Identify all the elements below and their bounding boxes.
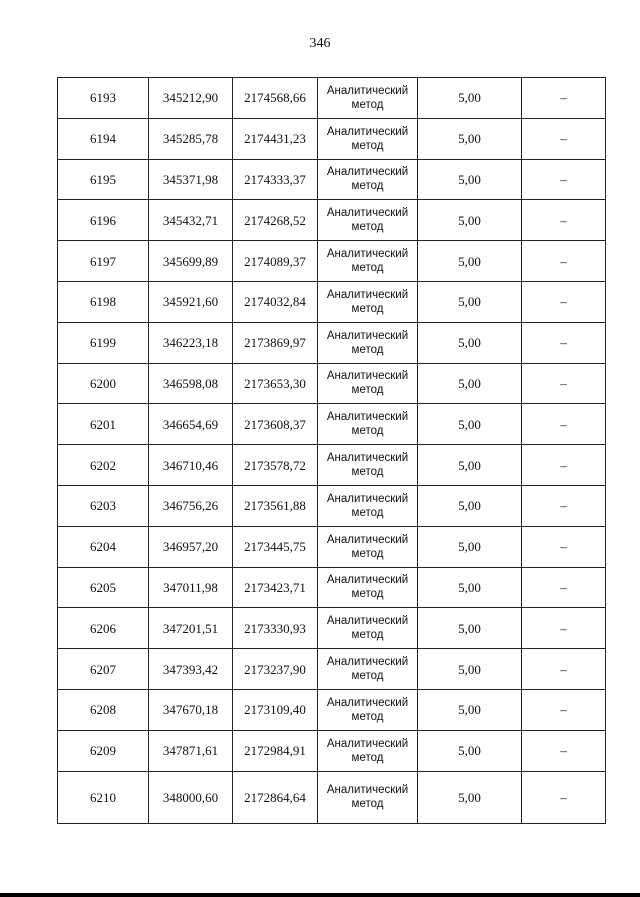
accuracy-cell: 5,00 <box>418 689 522 730</box>
y-coordinate-cell: 2173608,37 <box>233 404 318 445</box>
description-cell: – <box>522 567 606 608</box>
accuracy-cell: 5,00 <box>418 281 522 322</box>
y-coordinate-cell: 2173109,40 <box>233 689 318 730</box>
accuracy-cell: 5,00 <box>418 241 522 282</box>
x-coordinate-cell: 347670,18 <box>149 689 233 730</box>
description-cell: – <box>522 363 606 404</box>
description-cell: – <box>522 526 606 567</box>
method-cell: Аналитический метод <box>318 363 418 404</box>
point-number-cell: 6202 <box>58 445 149 486</box>
x-coordinate-cell: 346223,18 <box>149 322 233 363</box>
table-row <box>58 281 606 322</box>
y-coordinate-cell: 2173237,90 <box>233 649 318 690</box>
table-row <box>58 118 606 159</box>
accuracy-cell: 5,00 <box>418 322 522 363</box>
description-cell: – <box>522 78 606 119</box>
x-coordinate-cell: 346710,46 <box>149 445 233 486</box>
accuracy-cell: 5,00 <box>418 567 522 608</box>
x-coordinate-cell: 345432,71 <box>149 200 233 241</box>
x-coordinate-cell: 346957,20 <box>149 526 233 567</box>
table-row <box>58 485 606 526</box>
table-body <box>58 78 606 824</box>
table-row <box>58 608 606 649</box>
method-cell: Аналитический метод <box>318 730 418 771</box>
method-cell: Аналитический метод <box>318 78 418 119</box>
table-row <box>58 526 606 567</box>
point-number-cell: 6210 <box>58 771 149 823</box>
accuracy-cell: 5,00 <box>418 445 522 486</box>
accuracy-cell: 5,00 <box>418 118 522 159</box>
method-cell: Аналитический метод <box>318 649 418 690</box>
table-row <box>58 649 606 690</box>
y-coordinate-cell: 2172984,91 <box>233 730 318 771</box>
method-cell: Аналитический метод <box>318 322 418 363</box>
table-row <box>58 445 606 486</box>
point-number-cell: 6203 <box>58 485 149 526</box>
method-cell: Аналитический метод <box>318 445 418 486</box>
method-cell: Аналитический метод <box>318 281 418 322</box>
accuracy-cell: 5,00 <box>418 363 522 404</box>
accuracy-cell: 5,00 <box>418 78 522 119</box>
y-coordinate-cell: 2173330,93 <box>233 608 318 649</box>
scan-edge <box>0 893 640 897</box>
description-cell: – <box>522 200 606 241</box>
accuracy-cell: 5,00 <box>418 771 522 823</box>
point-number-cell: 6197 <box>58 241 149 282</box>
description-cell: – <box>522 649 606 690</box>
x-coordinate-cell: 347011,98 <box>149 567 233 608</box>
description-cell: – <box>522 608 606 649</box>
point-number-cell: 6196 <box>58 200 149 241</box>
point-number-cell: 6209 <box>58 730 149 771</box>
description-cell: – <box>522 322 606 363</box>
method-cell: Аналитический метод <box>318 118 418 159</box>
table-row <box>58 404 606 445</box>
y-coordinate-cell: 2173445,75 <box>233 526 318 567</box>
x-coordinate-cell: 347871,61 <box>149 730 233 771</box>
x-coordinate-cell: 345371,98 <box>149 159 233 200</box>
table-row <box>58 241 606 282</box>
x-coordinate-cell: 345212,90 <box>149 78 233 119</box>
method-cell: Аналитический метод <box>318 689 418 730</box>
method-cell: Аналитический метод <box>318 567 418 608</box>
method-cell: Аналитический метод <box>318 241 418 282</box>
point-number-cell: 6207 <box>58 649 149 690</box>
y-coordinate-cell: 2173561,88 <box>233 485 318 526</box>
description-cell: – <box>522 159 606 200</box>
table-row <box>58 771 606 823</box>
y-coordinate-cell: 2174032,84 <box>233 281 318 322</box>
point-number-cell: 6208 <box>58 689 149 730</box>
x-coordinate-cell: 345699,89 <box>149 241 233 282</box>
y-coordinate-cell: 2174089,37 <box>233 241 318 282</box>
point-number-cell: 6205 <box>58 567 149 608</box>
method-cell: Аналитический метод <box>318 404 418 445</box>
accuracy-cell: 5,00 <box>418 404 522 445</box>
method-cell: Аналитический метод <box>318 200 418 241</box>
table-row <box>58 322 606 363</box>
y-coordinate-cell: 2172864,64 <box>233 771 318 823</box>
coordinates-table <box>57 77 606 824</box>
table-row <box>58 200 606 241</box>
method-cell: Аналитический метод <box>318 608 418 649</box>
accuracy-cell: 5,00 <box>418 159 522 200</box>
point-number-cell: 6193 <box>58 78 149 119</box>
table-row <box>58 730 606 771</box>
y-coordinate-cell: 2173578,72 <box>233 445 318 486</box>
method-cell: Аналитический метод <box>318 159 418 200</box>
description-cell: – <box>522 689 606 730</box>
point-number-cell: 6199 <box>58 322 149 363</box>
table-row <box>58 567 606 608</box>
x-coordinate-cell: 346598,08 <box>149 363 233 404</box>
description-cell: – <box>522 730 606 771</box>
description-cell: – <box>522 771 606 823</box>
y-coordinate-cell: 2174431,23 <box>233 118 318 159</box>
x-coordinate-cell: 346654,69 <box>149 404 233 445</box>
accuracy-cell: 5,00 <box>418 485 522 526</box>
accuracy-cell: 5,00 <box>418 649 522 690</box>
description-cell: – <box>522 281 606 322</box>
accuracy-cell: 5,00 <box>418 730 522 771</box>
x-coordinate-cell: 346756,26 <box>149 485 233 526</box>
point-number-cell: 6198 <box>58 281 149 322</box>
x-coordinate-cell: 347393,42 <box>149 649 233 690</box>
point-number-cell: 6194 <box>58 118 149 159</box>
point-number-cell: 6206 <box>58 608 149 649</box>
y-coordinate-cell: 2174568,66 <box>233 78 318 119</box>
table-row <box>58 689 606 730</box>
y-coordinate-cell: 2174268,52 <box>233 200 318 241</box>
point-number-cell: 6195 <box>58 159 149 200</box>
method-cell: Аналитический метод <box>318 485 418 526</box>
description-cell: – <box>522 241 606 282</box>
accuracy-cell: 5,00 <box>418 200 522 241</box>
x-coordinate-cell: 345285,78 <box>149 118 233 159</box>
y-coordinate-cell: 2173653,30 <box>233 363 318 404</box>
point-number-cell: 6204 <box>58 526 149 567</box>
point-number-cell: 6200 <box>58 363 149 404</box>
table-row <box>58 78 606 119</box>
x-coordinate-cell: 345921,60 <box>149 281 233 322</box>
description-cell: – <box>522 485 606 526</box>
method-cell: Аналитический метод <box>318 771 418 823</box>
y-coordinate-cell: 2173423,71 <box>233 567 318 608</box>
page-number: 346 <box>309 36 331 51</box>
table-row <box>58 363 606 404</box>
accuracy-cell: 5,00 <box>418 608 522 649</box>
y-coordinate-cell: 2174333,37 <box>233 159 318 200</box>
accuracy-cell: 5,00 <box>418 526 522 567</box>
description-cell: – <box>522 404 606 445</box>
y-coordinate-cell: 2173869,97 <box>233 322 318 363</box>
point-number-cell: 6201 <box>58 404 149 445</box>
description-cell: – <box>522 118 606 159</box>
description-cell: – <box>522 445 606 486</box>
table-row <box>58 159 606 200</box>
method-cell: Аналитический метод <box>318 526 418 567</box>
x-coordinate-cell: 347201,51 <box>149 608 233 649</box>
x-coordinate-cell: 348000,60 <box>149 771 233 823</box>
